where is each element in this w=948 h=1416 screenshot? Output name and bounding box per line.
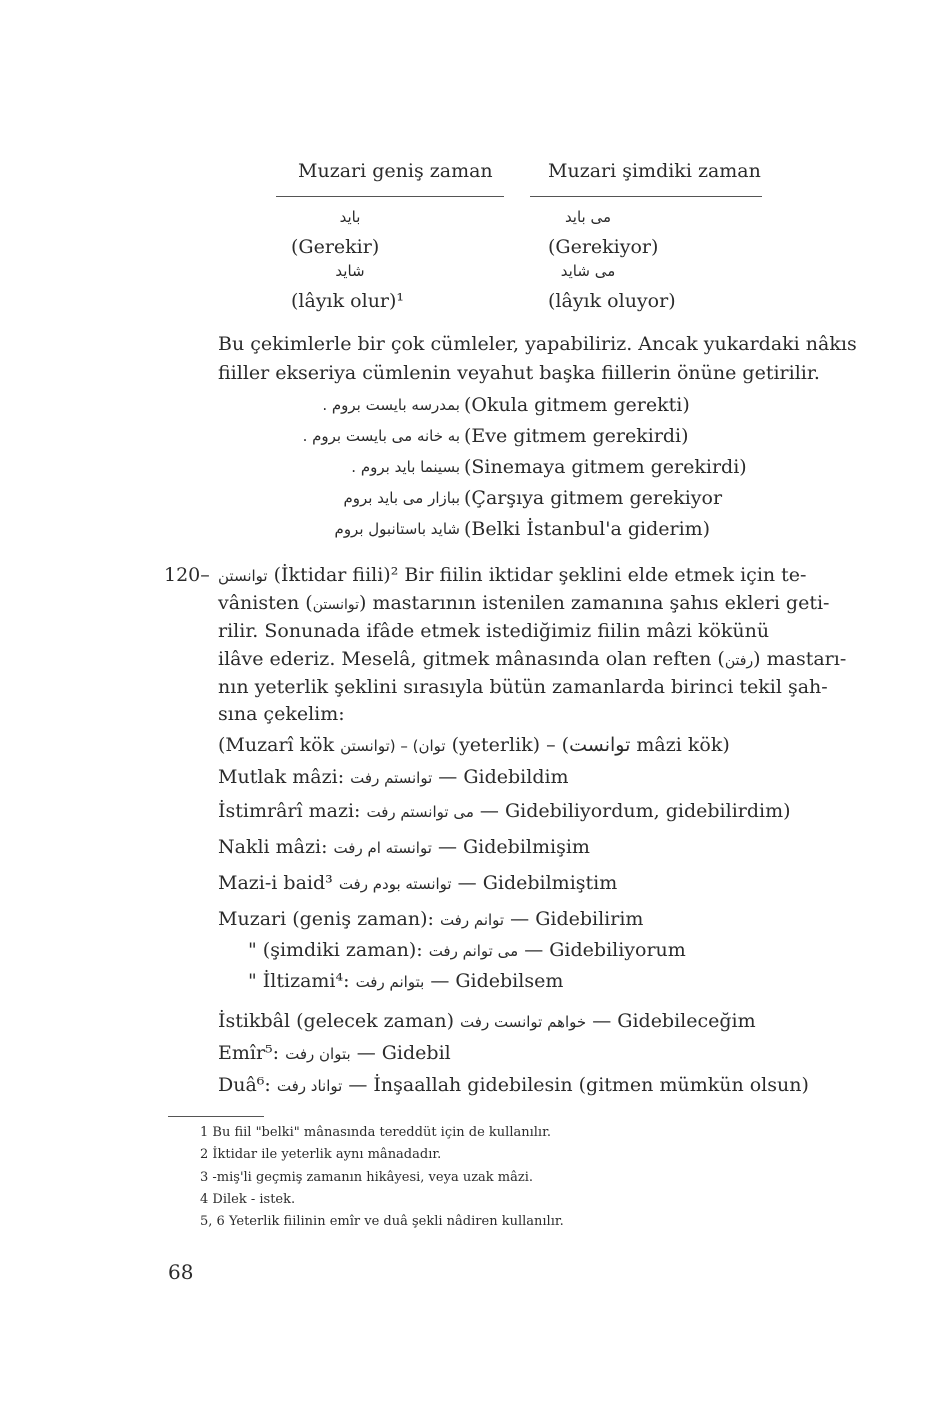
example-arabic: بمدرسه بایست بروم . [322, 396, 460, 414]
conj-label: (Muzarî kök [218, 734, 335, 756]
conj-turkish: — İnşaallah gidebilesin (gitmen mümkün olsun) [348, 1074, 809, 1096]
conjugation-row [218, 1042, 451, 1064]
footnote: 4 Dilek - istek. [200, 1192, 296, 1207]
conj-arabic: تواناد رفت [276, 1077, 343, 1095]
intro-line-1: Bu çekimlerle bir çok cümleler, yapabiliriz. Ancak yukardaki nâkıs [218, 333, 857, 355]
conjugation-row [218, 734, 730, 756]
left-arabic-1: باید [339, 208, 361, 226]
example-arabic: بسینما باید بروم . [351, 458, 460, 476]
footnote: 1 Bu fiil "belki" mânasında tereddüt için de kullanılır. [200, 1125, 552, 1140]
conjugation-row [218, 766, 569, 788]
section-line-3 [218, 620, 769, 642]
section-text: (İktidar fiili)² Bir fiilin iktidar şeklini elde etmek için te- [273, 564, 807, 586]
right-arabic-2: می شاید [560, 262, 616, 280]
example-row [0, 425, 948, 455]
section-line-4 [218, 648, 846, 670]
section-text: nın yeterlik şeklini sırasıyla bütün zamanlarda birinci tekil şah- [218, 676, 828, 698]
section-arabic-term: توانستن [312, 597, 359, 613]
footnote: 5, 6 Yeterlik fiilinin emîr ve duâ şekli nâdiren kullanılır. [200, 1214, 564, 1229]
conjugation-row [248, 970, 563, 992]
conj-label: İstikbâl (gelecek zaman) [218, 1010, 454, 1032]
section-text: sına çekelim: [218, 703, 345, 725]
example-turkish: (Sinemaya gitmem gerekirdi) [464, 456, 747, 478]
conjugation-row [218, 908, 643, 930]
conj-turkish: — Gidebileceğim [592, 1010, 756, 1032]
example-arabic: شاید باستانبول بروم [334, 520, 460, 538]
footnote: 2 İktidar ile yeterlik aynı mânadadır. [200, 1147, 442, 1162]
right-column-header: Muzari şimdiki zaman [548, 160, 761, 182]
conj-arabic: بتوان رفت [285, 1045, 351, 1063]
right-header-rule [530, 196, 762, 197]
right-arabic-1: می باید [564, 208, 612, 226]
conjugation-row [218, 1010, 756, 1032]
conj-arabic: بتوانم رفت [355, 973, 425, 991]
conj-turkish: — Gidebiliyorum [524, 939, 686, 961]
left-header-rule [276, 196, 504, 197]
conj-label: İstimrârî mazi: [218, 800, 361, 822]
conj-arabic: توانم رفت [439, 911, 505, 929]
conj-label: Duâ⁶: [218, 1074, 271, 1096]
left-arabic-2: شاید [335, 262, 365, 280]
conj-label: Emîr⁵: [218, 1042, 280, 1064]
conj-label: " (şimdiki zaman): [248, 939, 423, 961]
example-arabic: به خانه می بایست بروم . [302, 427, 460, 445]
section-arabic-term: رفتن [724, 653, 754, 669]
example-turkish: (Okula gitmem gerekti) [464, 394, 690, 416]
conj-turkish: — Gidebilmiştim [457, 872, 618, 894]
example-row [0, 518, 948, 548]
page-number: 68 [168, 1260, 194, 1284]
conjugation-row [218, 800, 791, 822]
conj-arabic: توان) – (توانستن [340, 737, 446, 755]
example-row [0, 394, 948, 424]
conj-turkish: — Gidebilsem [430, 970, 564, 992]
conj-turkish: — Gidebil [356, 1042, 451, 1064]
conjugation-row [218, 836, 590, 858]
conj-arabic: خواهم توانست رفت [460, 1013, 587, 1031]
example-turkish: (Belki İstanbul'a giderim) [464, 518, 711, 540]
section-text: ilâve ederiz. Meselâ, gitmek mânasında olan reften ( [218, 648, 725, 670]
section-number: 120– [164, 564, 210, 586]
conj-turkish: — Gidebiliyordum, gidebilirdim) [479, 800, 791, 822]
section-line-2 [218, 592, 829, 614]
conjugation-row [248, 939, 686, 961]
right-turkish-2: (lâyık oluyor) [548, 290, 676, 312]
example-row [0, 487, 948, 517]
section-text: vânisten ( [218, 592, 313, 614]
section-text: ) mastarı- [753, 648, 847, 670]
conj-turkish: (yeterlik) – (توانست mâzi kök) [451, 734, 730, 756]
footnote-rule [168, 1116, 264, 1117]
conj-arabic: می توانم رفت [428, 942, 519, 960]
conj-label: Nakli mâzi: [218, 836, 328, 858]
conj-label: Mazi-i baid³ [218, 872, 333, 894]
section-text: rilir. Sonunada ifâde etmek istediğimiz fiilin mâzi kökünü [218, 620, 770, 642]
conjugation-row [218, 1074, 809, 1096]
example-row [0, 456, 948, 486]
conj-turkish: — Gidebilirim [510, 908, 644, 930]
conj-arabic: می توانستم رفت [366, 803, 474, 821]
conjugation-row [218, 872, 617, 894]
conj-label: " İltizami⁴: [248, 970, 350, 992]
conj-turkish: — Gidebildim [438, 766, 569, 788]
conj-label: Muzari (geniş zaman): [218, 908, 434, 930]
footnote: 3 -miş'li geçmiş zamanın hikâyesi, veya uzak mâzi. [200, 1170, 534, 1185]
section-line-6 [218, 703, 345, 725]
left-column-header: Muzari geniş zaman [298, 160, 493, 182]
section-text: ) mastarının istenilen zamanına şahıs ekleri geti- [359, 592, 830, 614]
conj-arabic: توانستم رفت [350, 769, 433, 787]
intro-line-2: fiiller ekseriya cümlenin veyahut başka fiillerin önüne getirilir. [218, 362, 820, 384]
example-turkish: (Çarşıya gitmem gerekiyor [464, 487, 723, 509]
left-turkish-1: (Gerekir) [291, 236, 380, 258]
example-arabic: ببازار می باید بروم [343, 489, 460, 507]
conj-arabic: توانسته بودم رفت [338, 875, 452, 893]
right-turkish-1: (Gerekiyor) [548, 236, 659, 258]
left-turkish-2: (lâyık olur)¹ [291, 290, 405, 312]
conj-arabic: توانسته ام رفت [333, 839, 432, 857]
section-line-5 [218, 676, 828, 698]
conj-label: Mutlak mâzi: [218, 766, 345, 788]
section-arabic-term: توانستن [218, 567, 268, 585]
example-turkish: (Eve gitmem gerekirdi) [464, 425, 689, 447]
section-line-1 [218, 564, 806, 586]
conj-turkish: — Gidebilmişim [437, 836, 590, 858]
